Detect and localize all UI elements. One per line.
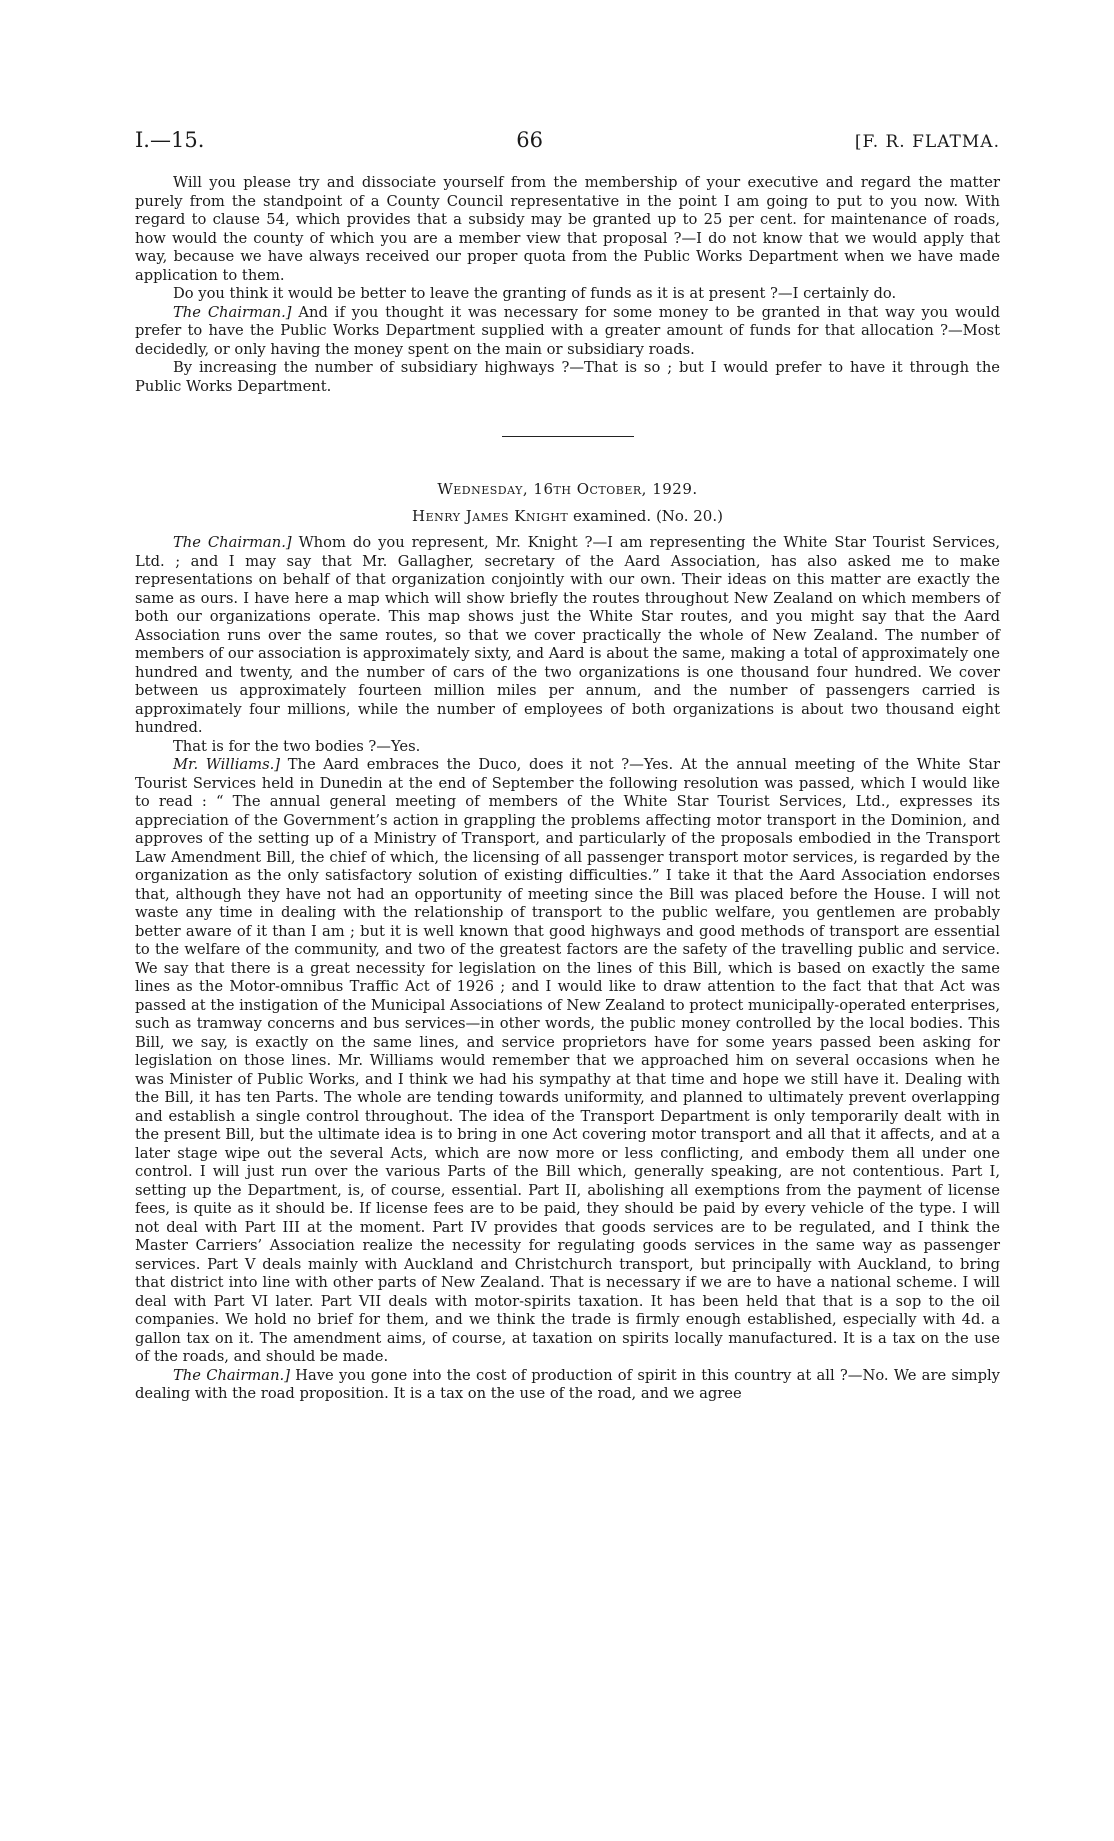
paragraph-text: Have you gone into the cost of production of spirit in this country at all ?—No. We are simply dealing with the road proposition. It is a tax on the use of the road, and we agree	[135, 1366, 1000, 1402]
paragraph	[135, 174, 1000, 285]
evidence-section-1	[135, 174, 1000, 396]
paragraph	[135, 738, 1000, 757]
witness-examined-label: examined. (No. 20.)	[568, 507, 723, 525]
speaker-label: The Chairman.]	[173, 534, 292, 551]
paragraph-text: Whom do you represent, Mr. Knight ?—I am representing the White Star Tourist Services, Ltd. ; and I may say that Mr. Gallagher, secretary of the Aard Association, has also asked me to make representations on behalf of that organization conjointly with our own. Their ideas on this matter are exactly the same as ours. I have here a map which will show briefly the routes throughout New Zealand on which members of both our organizations operate. This map shows just the White Star routes, and you might say that the Aard Association runs over the same routes, so that we cover practically the whole of New Zealand. The number of members of our association is approximately sixty, and Aard is about the same, making a total of approximately one hundred and twenty, and the number of cars of the two organizations is one thousand four hundred. We cover between us approximately fourteen million miles per annum, and the number of passengers carried is approximately four millions, while the number of employees of both organizations is about two thousand eight hundred.	[135, 534, 1000, 736]
paragraph-text: Do you think it would be better to leave the granting of funds as it is at present ?—I certainly do.	[173, 285, 897, 302]
paragraph-text: By increasing the number of subsidiary highways ?—That is so ; but I would prefer to have it through the Public Works Department.	[135, 359, 1000, 395]
witness-reference: [F. R. FLATMA.	[854, 132, 1000, 152]
paragraph-text: That is for the two bodies ?—Yes.	[173, 737, 421, 755]
paragraph	[135, 534, 1000, 738]
page-header	[135, 128, 1000, 152]
session-date: Wednesday, 16th October, 1929.	[437, 480, 698, 498]
paragraph-text: And if you thought it was necessary for some money to be granted in that way you would prefer to have the Public Works Department supplied with a greater amount of funds for that allocation ?—Most decidedly, or only having the money spent on the main or subsidiary roads.	[135, 303, 1000, 358]
speaker-label: The Chairman.]	[173, 1366, 290, 1384]
document-page	[135, 128, 1000, 1404]
paper-reference: I.—15.	[135, 128, 205, 152]
speaker-label: The Chairman.]	[173, 303, 292, 321]
paragraph	[135, 359, 1000, 396]
evidence-section-2	[135, 534, 1000, 1404]
witness-heading	[135, 507, 1000, 525]
paragraph-text: Will you please try and dissociate yourself from the membership of your executive and regard the matter purely from the standpoint of a County Council representative in the point I am going to put to you now. With regard to clause 54, which provides that a subsidy may be granted up to 25 per cent. for maintenance of roads, how would the county of which you are a member view that proposal ?—I do not know that we would apply that way, because we have always received our proper quota from the Public Works Department when we have made application to them.	[135, 174, 1000, 284]
paragraph	[135, 304, 1000, 360]
paragraph-text: The Aard embraces the Duco, does it not ?—Yes. At the annual meeting of the White Star Tourist Services held in Dunedin at the end of September the following resolution was passed, which I would like to read : “ The annual general meeting of members of the White Star Tourist Services, Ltd., expresses its appreciation of the Government’s action in grappling the problems affecting motor transport in the Dominion, and approves of the setting up of a Ministry of Transport, and particularly of the proposals embodied in the Transport Law Amendment Bill, the chief of which, the licensing of all passenger transport motor services, is regarded by the organization as the only satisfactory solution of existing difficulties.” I take it that the Aard Association endorses that, although they have not had an opportunity of meeting since the Bill was placed before the House. I will not waste any time in dealing with the relationship of transport to the public welfare, you gentlemen are probably better aware of it than I am ; but it is well known that good highways and good methods of transport are essential to the welfare of the community, and two of the greatest factors are the safety of the travelling public and service. We say that there is a great necessity for legislation on the lines of this Bill, which is based on exactly the same lines as the Motor-omnibus Traffic Act of 1926 ; and I would like to draw attention to the fact that that Act was passed at the instigation of the Municipal Associations of New Zealand to protect municipally-operated enterprises, such as tramway concerns and bus services—in other words, the public money controlled by the local bodies. This Bill, we say, is exactly on the same lines, and service proprietors have for some years passed been asking for legislation on those lines. Mr. Williams would remember that we approached him on several occasions when he was Minister of Public Works, and I think we had his sympathy at that time and hope we still have it. Dealing with the Bill, it has ten Parts. The whole are tending towards uniformity, and planned to ultimately prevent overlapping and establish a single control throughout. The idea of the Transport Department is only temporarily dealt with in the present Bill, but the ultimate idea is to bring in one Act covering motor transport and all that it affects, and at a later stage wipe out the several Acts, which are now more or less conflicting, and embody them all under one control. I will just run over the various Parts of the Bill which, generally speaking, are not contentious. Part I, setting up the Department, is, of course, essential. Part II, abolishing all exemptions from the payment of license fees, is quite as it should be. If license fees are to be paid, they should be paid by every vehicle of the type. I will not deal with Part III at the moment. Part IV provides that goods services are to be regulated, and I think the Master Carriers’ Association realize the necessity for regulating goods services in the same way as passenger services. Part V deals mainly with Auckland and Christchurch transport, but principally with Auckland, to bring that district into line with other parts of New Zealand. That is necessary if we are to have a national scheme. I will deal with Part VI later. Part VII deals with motor-spirits taxation. It has been held that that is a sop to the oil companies. We hold no brief for them, and we think the trade is firmly enough established, especially with 4d. a gallon tax on it. The amendment aims, of course, at taxation on spirits locally manufactured. It is a tax on the use of the roads, and should be made.	[135, 756, 1000, 1365]
paragraph	[135, 756, 1000, 1367]
paragraph	[135, 1367, 1000, 1404]
page-number: 66	[516, 128, 544, 152]
speaker-label: Mr. Williams.]	[173, 756, 281, 773]
witness-name: Henry James Knight	[412, 507, 569, 525]
paragraph	[135, 285, 1000, 304]
section-divider	[502, 436, 634, 437]
